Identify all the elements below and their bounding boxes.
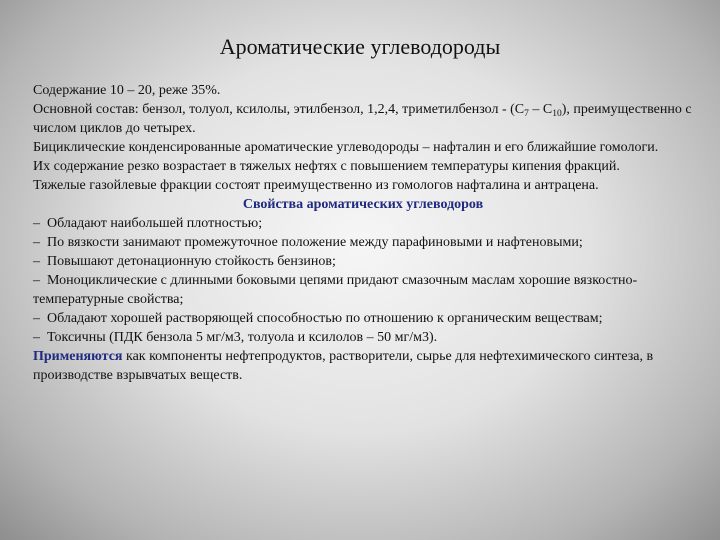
dash-bullet: – bbox=[33, 235, 40, 250]
list-item bbox=[33, 214, 693, 233]
list-item bbox=[33, 271, 693, 309]
properties-heading: Свойства ароматических углеводоров bbox=[242, 197, 484, 212]
slide-title: Ароматические углеводороды bbox=[219, 34, 501, 59]
content-growth-paragraph: Их содержание резко возрастает в тяжелых нефтях с повышением температуры кипения фракций. bbox=[33, 159, 620, 174]
list-item bbox=[33, 252, 693, 271]
bicyclic-paragraph: Бициклические конденсированные ароматические углеводороды – нафталин и его ближайшие гомологи. bbox=[33, 140, 659, 155]
subscript-10: 10 bbox=[552, 109, 562, 119]
composition-suffix: ), преимущественно с числом циклов до четырех. bbox=[33, 102, 692, 136]
dash-bullet: – bbox=[33, 254, 40, 269]
dash-bullet: – bbox=[33, 311, 40, 326]
list-item-text: Повышают детонационную стойкость бензинов; bbox=[47, 254, 336, 269]
composition-mid: – С bbox=[528, 102, 553, 117]
list-item-text: Токсичны (ПДК бензола 5 мг/м3, толуола и ксилолов – 50 мг/м3). bbox=[47, 330, 438, 345]
list-item-text: Моноциклические с длинными боковыми цепями придают смазочным маслам хорошие вязкостно-температурные свойства; bbox=[33, 273, 638, 307]
usage-text: как компоненты нефтепродуктов, растворители, сырье для нефтехимического синтеза, в производстве взрывчатых веществ. bbox=[33, 349, 654, 383]
subscript-7: 7 bbox=[524, 109, 529, 119]
list-item bbox=[33, 309, 693, 328]
list-item-text: По вязкости занимают промежуточное положение между парафиновыми и нафтеновыми; bbox=[47, 235, 583, 250]
list-item-text: Обладают хорошей растворяющей способностью по отношению к органическим веществам; bbox=[47, 311, 603, 326]
list-item bbox=[33, 233, 693, 252]
composition-paragraph bbox=[33, 100, 693, 138]
list-item bbox=[33, 328, 693, 347]
composition-prefix: Основной состав: бензол, толуол, ксилолы, этилбензол, 1,2,4, триметилбензол - (С bbox=[33, 102, 525, 117]
usage-lead: Применяются bbox=[33, 349, 123, 364]
properties-list bbox=[33, 214, 693, 347]
dash-bullet: – bbox=[33, 273, 40, 288]
content-line: Содержание 10 – 20, реже 35%. bbox=[33, 83, 221, 98]
gasoil-paragraph: Тяжелые газойлевые фракции состоят преимущественно из гомологов нафталина и антрацена. bbox=[33, 178, 599, 193]
dash-bullet: – bbox=[33, 330, 40, 345]
usage-paragraph bbox=[33, 347, 693, 385]
slide-content bbox=[33, 81, 693, 385]
list-item-text: Обладают наибольшей плотностью; bbox=[47, 216, 263, 231]
dash-bullet: – bbox=[33, 216, 40, 231]
